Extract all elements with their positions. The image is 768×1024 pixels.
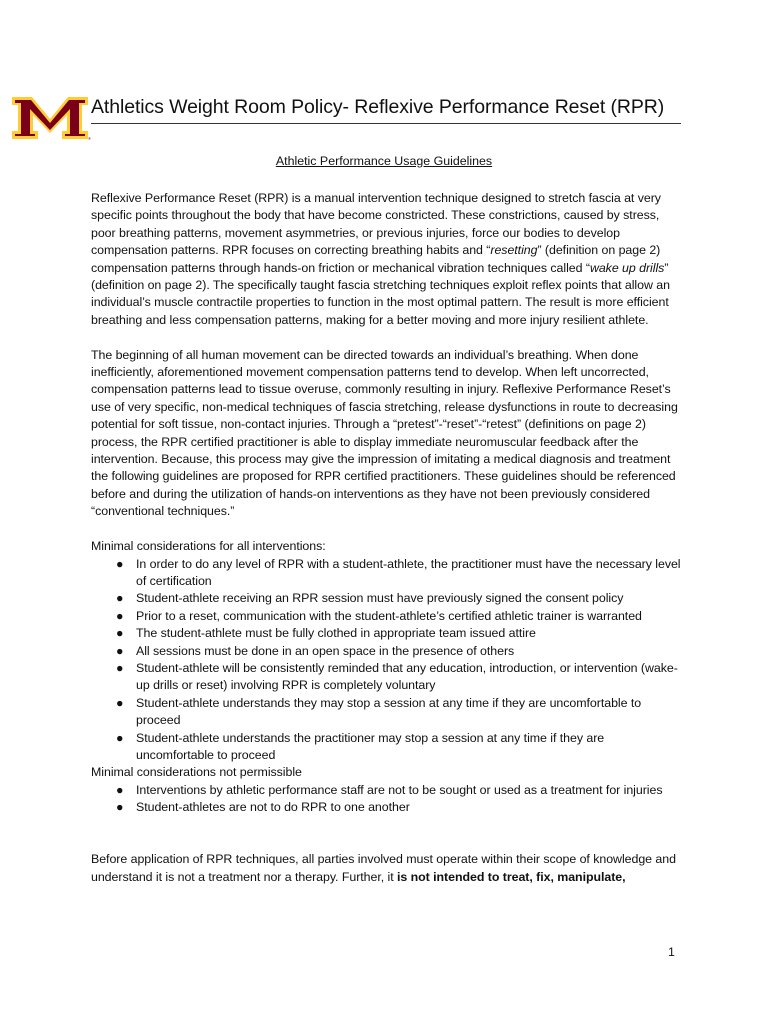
university-m-logo-icon (10, 93, 90, 141)
bullet-icon: ● (116, 800, 124, 815)
section-heading: Athletic Performance Usage Guidelines (275, 154, 493, 168)
title-divider (91, 123, 681, 124)
paragraph-text: ” (definition on page 2) compensation patterns through hands-on friction or mechanical vibration techniques called “ (91, 243, 661, 275)
bullet-icon: ● (116, 782, 124, 797)
considerations-list (91, 556, 681, 765)
list-item: ● Student-athlete understands they may stop a session at any time if they are uncomfortable to proceed (116, 695, 642, 728)
bullet-icon: ● (116, 556, 124, 571)
bullet-icon: ● (116, 591, 124, 606)
bold-text: is not intended to treat, fix, manipulate, (397, 869, 626, 884)
list-item: ● Prior to a reset, communication with the student-athlete’s certified athletic trainer is warranted (91, 608, 681, 625)
paragraph-text: ” (definition on page 2). The specifically taught fascia stretching techniques exploit reflex points that allow an individual’s muscle contractile properties to function in the most optimal pattern. The result is more efficient breathing and less compensation patterns, making for a better moving and more injury resilient athlete. (91, 260, 670, 327)
paragraph-human-movement: The beginning of all human movement can be directed towards an individual’s breathing. When done inefficiently, aforementioned movement compensation patterns tend to develop. When left uncorrected, compensation patterns lead to tissue overuse, commonly resulting in injury. Reflexive Performance Reset’s use of very specific, non-medical techniques of fascia stretching, release dysfunctions in route to decreasing potential for soft tissue, non-contact injuries. Through a “pretest”-“reset”-“retest” (definitions on page 2) process, the RPR certified practitioner is able to display immediate neuromuscular feedback after the intervention. Because, this process may give the impression of imitating a medical diagnosis and treatment the following guidelines are proposed for RPR certified practitioners. These guidelines should be referenced before and during the utilization of hands-on interventions as they have not been previously considered “conventional techniques.” (91, 347, 678, 519)
list-item: ● Interventions by athletic performance staff are not to be sought or used as a treatment for injuries (91, 782, 681, 799)
emphasis-resetting: resetting (490, 243, 538, 258)
not-permissible-list (91, 782, 681, 817)
list-item: ● All sessions must be done in an open space in the presence of others (91, 643, 681, 660)
bullet-icon: ● (116, 626, 124, 641)
bullet-icon: ● (116, 643, 124, 658)
paragraph-text: Reflexive Performance Reset (RPR) is a manual intervention technique designed to stretch fascia at very specific points throughout the body that have become constricted. These constrictions, caused by stress, poor breathing patterns, movement asymmetries, or previous injuries, force our bodies to develop compensation patterns. RPR focuses on correcting breathing habits and “ (91, 191, 661, 258)
document-body (91, 190, 681, 886)
document-title: Athletics Weight Room Policy- Reflexive Performance Reset (RPR) (91, 96, 665, 118)
bullet-icon: ● (116, 730, 124, 745)
list-heading-considerations: Minimal considerations for all interventions: (91, 539, 326, 554)
list-item: ● Student-athletes are not to do RPR to one another (91, 799, 681, 816)
paragraph-text: Before application of RPR techniques, all parties involved must operate within their scope of knowledge and understand it is not a treatment nor a therapy. Further, it (91, 852, 676, 884)
list-item: ● Student-athlete will be consistently reminded that any education, introduction, or intervention (wake-up drills or reset) involving RPR is completely voluntary (116, 660, 678, 693)
emphasis-wake-up-drills: wake up drills (589, 260, 665, 275)
list-item: ● The student-athlete must be fully clothed in appropriate team issued attire (91, 625, 681, 642)
paragraph-rpr-definition (91, 190, 681, 329)
page-number: 1 (668, 945, 675, 959)
svg-text:®: ® (88, 136, 91, 141)
list-item: ● Student-athlete understands the practitioner may stop a session at any time if they are uncomfortable to proceed (116, 730, 605, 762)
bullet-icon: ● (116, 660, 124, 675)
paragraph-scope (91, 851, 681, 886)
bullet-icon: ● (116, 695, 124, 710)
list-heading-not-permissible: Minimal considerations not permissible (91, 765, 302, 780)
bullet-icon: ● (116, 608, 124, 623)
list-item: ● In order to do any level of RPR with a student-athlete, the practitioner must have the necessary level of certification (116, 556, 681, 588)
list-item: ● Student-athlete receiving an RPR session must have previously signed the consent policy (91, 590, 681, 607)
